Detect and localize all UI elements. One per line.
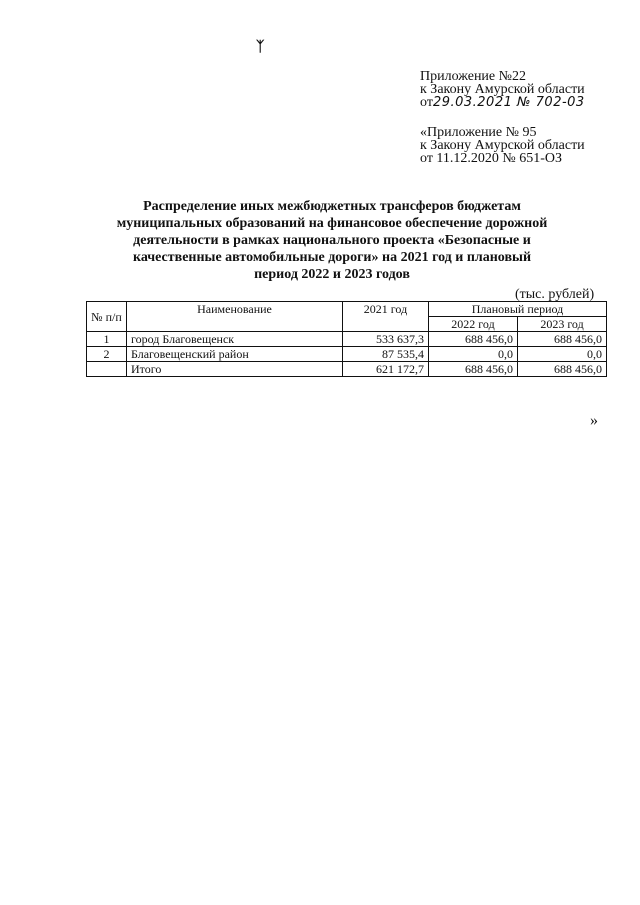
header-num: № п/п xyxy=(87,302,127,332)
total-2021: 621 172,7 xyxy=(343,362,429,377)
total-num xyxy=(87,362,127,377)
appendix-original-law: к Закону Амурской области xyxy=(420,138,585,153)
document-title: Распределение иных межбюджетных трансферов бюджетам муниципальных образований на финансовое обеспечение дорожной деятельности в рамках национального проекта «Безопасные и качественные автомобильные дороги» на 2021 год и плановый период 2022 и 2023 годов xyxy=(116,199,548,282)
appendix-original-date: от 11.12.2020 № 651-ОЗ xyxy=(420,151,563,166)
handwritten-date-number: 29.03.2021 № 702-03 xyxy=(432,95,585,110)
total-2022: 688 456,0 xyxy=(429,362,518,377)
appendix-current-date-prefix: от xyxy=(420,95,433,110)
units-label: (тыс. рублей) xyxy=(515,287,595,302)
header-2021: 2021 год xyxy=(343,302,429,332)
table-row xyxy=(87,332,607,347)
cell-name: город Благовещенск xyxy=(127,332,343,347)
header-2023: 2023 год xyxy=(518,317,607,332)
appendix-current-title: Приложение №22 xyxy=(420,69,526,84)
cell-num: 1 xyxy=(87,332,127,347)
closing-quote: » xyxy=(590,412,598,429)
header-2022: 2022 год xyxy=(429,317,518,332)
cell-num: 2 xyxy=(87,347,127,362)
appendix-current-law: к Закону Амурской области xyxy=(420,82,585,97)
cell-2023: 0,0 xyxy=(518,347,607,362)
cell-2022: 688 456,0 xyxy=(429,332,518,347)
corner-mark: ᛉ xyxy=(256,40,265,55)
total-2023: 688 456,0 xyxy=(518,362,607,377)
table-total-row xyxy=(87,362,607,377)
appendix-current xyxy=(420,70,585,109)
total-label: Итого xyxy=(127,362,343,377)
cell-2023: 688 456,0 xyxy=(518,332,607,347)
cell-2021: 87 535,4 xyxy=(343,347,429,362)
transfers-table xyxy=(86,301,607,377)
appendix-original-title: «Приложение № 95 xyxy=(420,125,537,140)
cell-name: Благовещенский район xyxy=(127,347,343,362)
appendix-original xyxy=(420,126,585,165)
appendix-current-date xyxy=(420,96,585,109)
header-planned-period: Плановый период xyxy=(429,302,607,317)
cell-2022: 0,0 xyxy=(429,347,518,362)
table-row xyxy=(87,347,607,362)
table-header-row xyxy=(87,302,607,317)
cell-2021: 533 637,3 xyxy=(343,332,429,347)
header-name: Наименование xyxy=(127,302,343,332)
